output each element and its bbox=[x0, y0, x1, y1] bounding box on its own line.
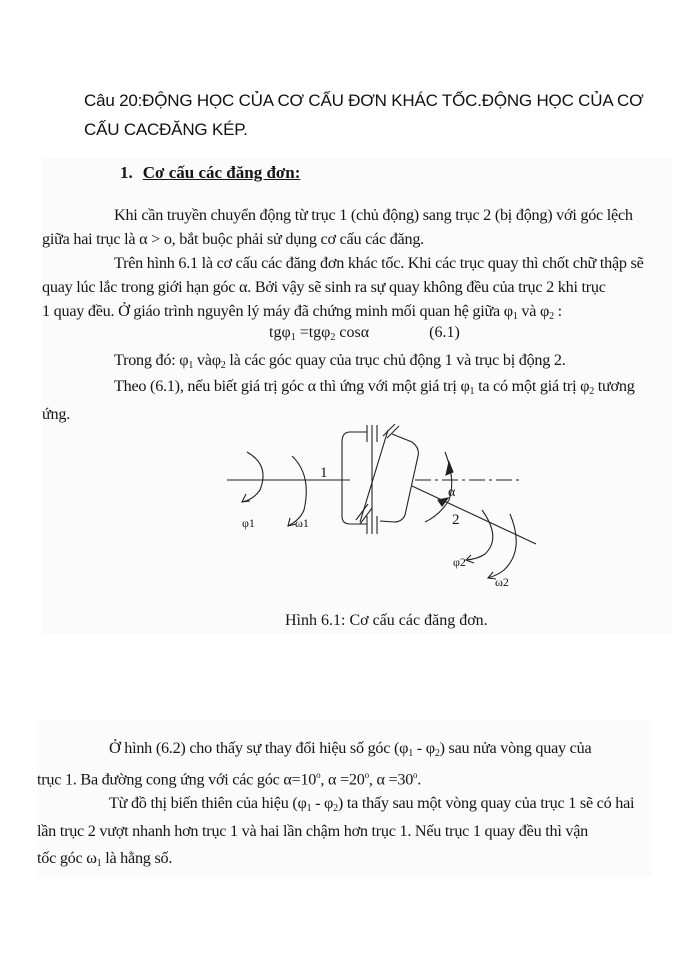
paragraph: Trong đó: $\varphi_1$ vàφ$_2$ là các góc quay của trục chủ động 1 và trục bị động 2. bbox=[114, 351, 566, 371]
paragraph: quay lúc lắc trong giới hạn góc α. Bởi vậy sẽ sinh ra sự quay không đều của trục 2 khi trục bbox=[42, 278, 606, 296]
heading-text: Cơ cấu các đăng đơn: bbox=[142, 163, 301, 182]
alpha-label: α bbox=[448, 485, 456, 500]
paragraph: giữa hai trục là α > o, bắt buộc phải sử dụng cơ cấu các đăng. bbox=[42, 230, 424, 248]
shaft-2-label: 2 bbox=[452, 512, 460, 528]
paragraph: Trên hình 6.1 là cơ cấu các đăng đơn khác tốc. Khi các trục quay thì chốt chữ thập sẽ bbox=[114, 254, 644, 272]
paragraph: 1 quay đều. Ở giáo trình nguyên lý máy đã chứng minh mối quan hệ giữa $\varphi_1$ và $\varphi_2$ : bbox=[42, 302, 562, 322]
section-heading bbox=[120, 163, 300, 183]
phi2-label: φ2 bbox=[453, 555, 466, 569]
scanned-section-2 bbox=[37, 720, 652, 877]
phi1-label: φ1 bbox=[242, 516, 255, 530]
scanned-section-1 bbox=[42, 158, 672, 634]
paragraph: Ở hình (6.2) cho thấy sự thay đổi hiệu số góc $(\varphi_1 - \varphi_2)$ sau nửa vòng quay của bbox=[109, 739, 592, 759]
omega1-label: ω1 bbox=[295, 516, 309, 530]
figure-caption: Hình 6.1: Cơ cấu các đăng đơn. bbox=[285, 612, 488, 629]
equation-number: (6.1) bbox=[429, 324, 460, 341]
title-line-1: Câu 20:ĐỘNG HỌC CỦA CƠ CẤU ĐƠN KHÁC TỐC.ĐỘNG HỌC CỦA CƠ bbox=[84, 91, 644, 110]
shaft-1-label: 1 bbox=[320, 465, 328, 481]
paragraph: tốc góc $\omega_1$ là hằng số. bbox=[37, 849, 173, 869]
formula-6-1: tgφ$_1$ =tgφ$_2$ cosα (6.1) bbox=[269, 324, 460, 343]
paragraph: trục 1. Ba đường cong ứng với các góc $\alpha=10^o$, $\alpha =20^o$, $\alpha =30^o$. bbox=[37, 770, 422, 789]
heading-number: 1. bbox=[120, 163, 133, 182]
paragraph: ứng. bbox=[42, 405, 71, 423]
universal-joint-figure bbox=[220, 420, 550, 600]
cardan-joint-diagram bbox=[220, 420, 550, 600]
paragraph: Từ đồ thị biến thiên của hiệu $(\varphi_1 - \varphi_2)$ ta thấy sau một vòng quay của trục 1 sẽ có hai bbox=[109, 794, 635, 814]
title-line-2: CẤU CACĐĂNG KÉP. bbox=[84, 120, 248, 139]
paragraph: Khi cần truyền chuyển động từ trục 1 (chủ động) sang trục 2 (bị động) với góc lệch bbox=[114, 206, 633, 224]
paragraph: lần trục 2 vượt nhanh hơn trục 1 và hai lần chậm hơn trục 1. Nếu trục 1 quay đều thì vận bbox=[37, 822, 588, 840]
question-title bbox=[84, 86, 644, 144]
paragraph: Theo (6.1), nếu biết giá trị góc α thì ứng với một giá trị $\varphi_1$ ta có một giá trị $\varphi_2$ tương bbox=[114, 377, 635, 397]
omega2-label: ω2 bbox=[495, 575, 509, 589]
